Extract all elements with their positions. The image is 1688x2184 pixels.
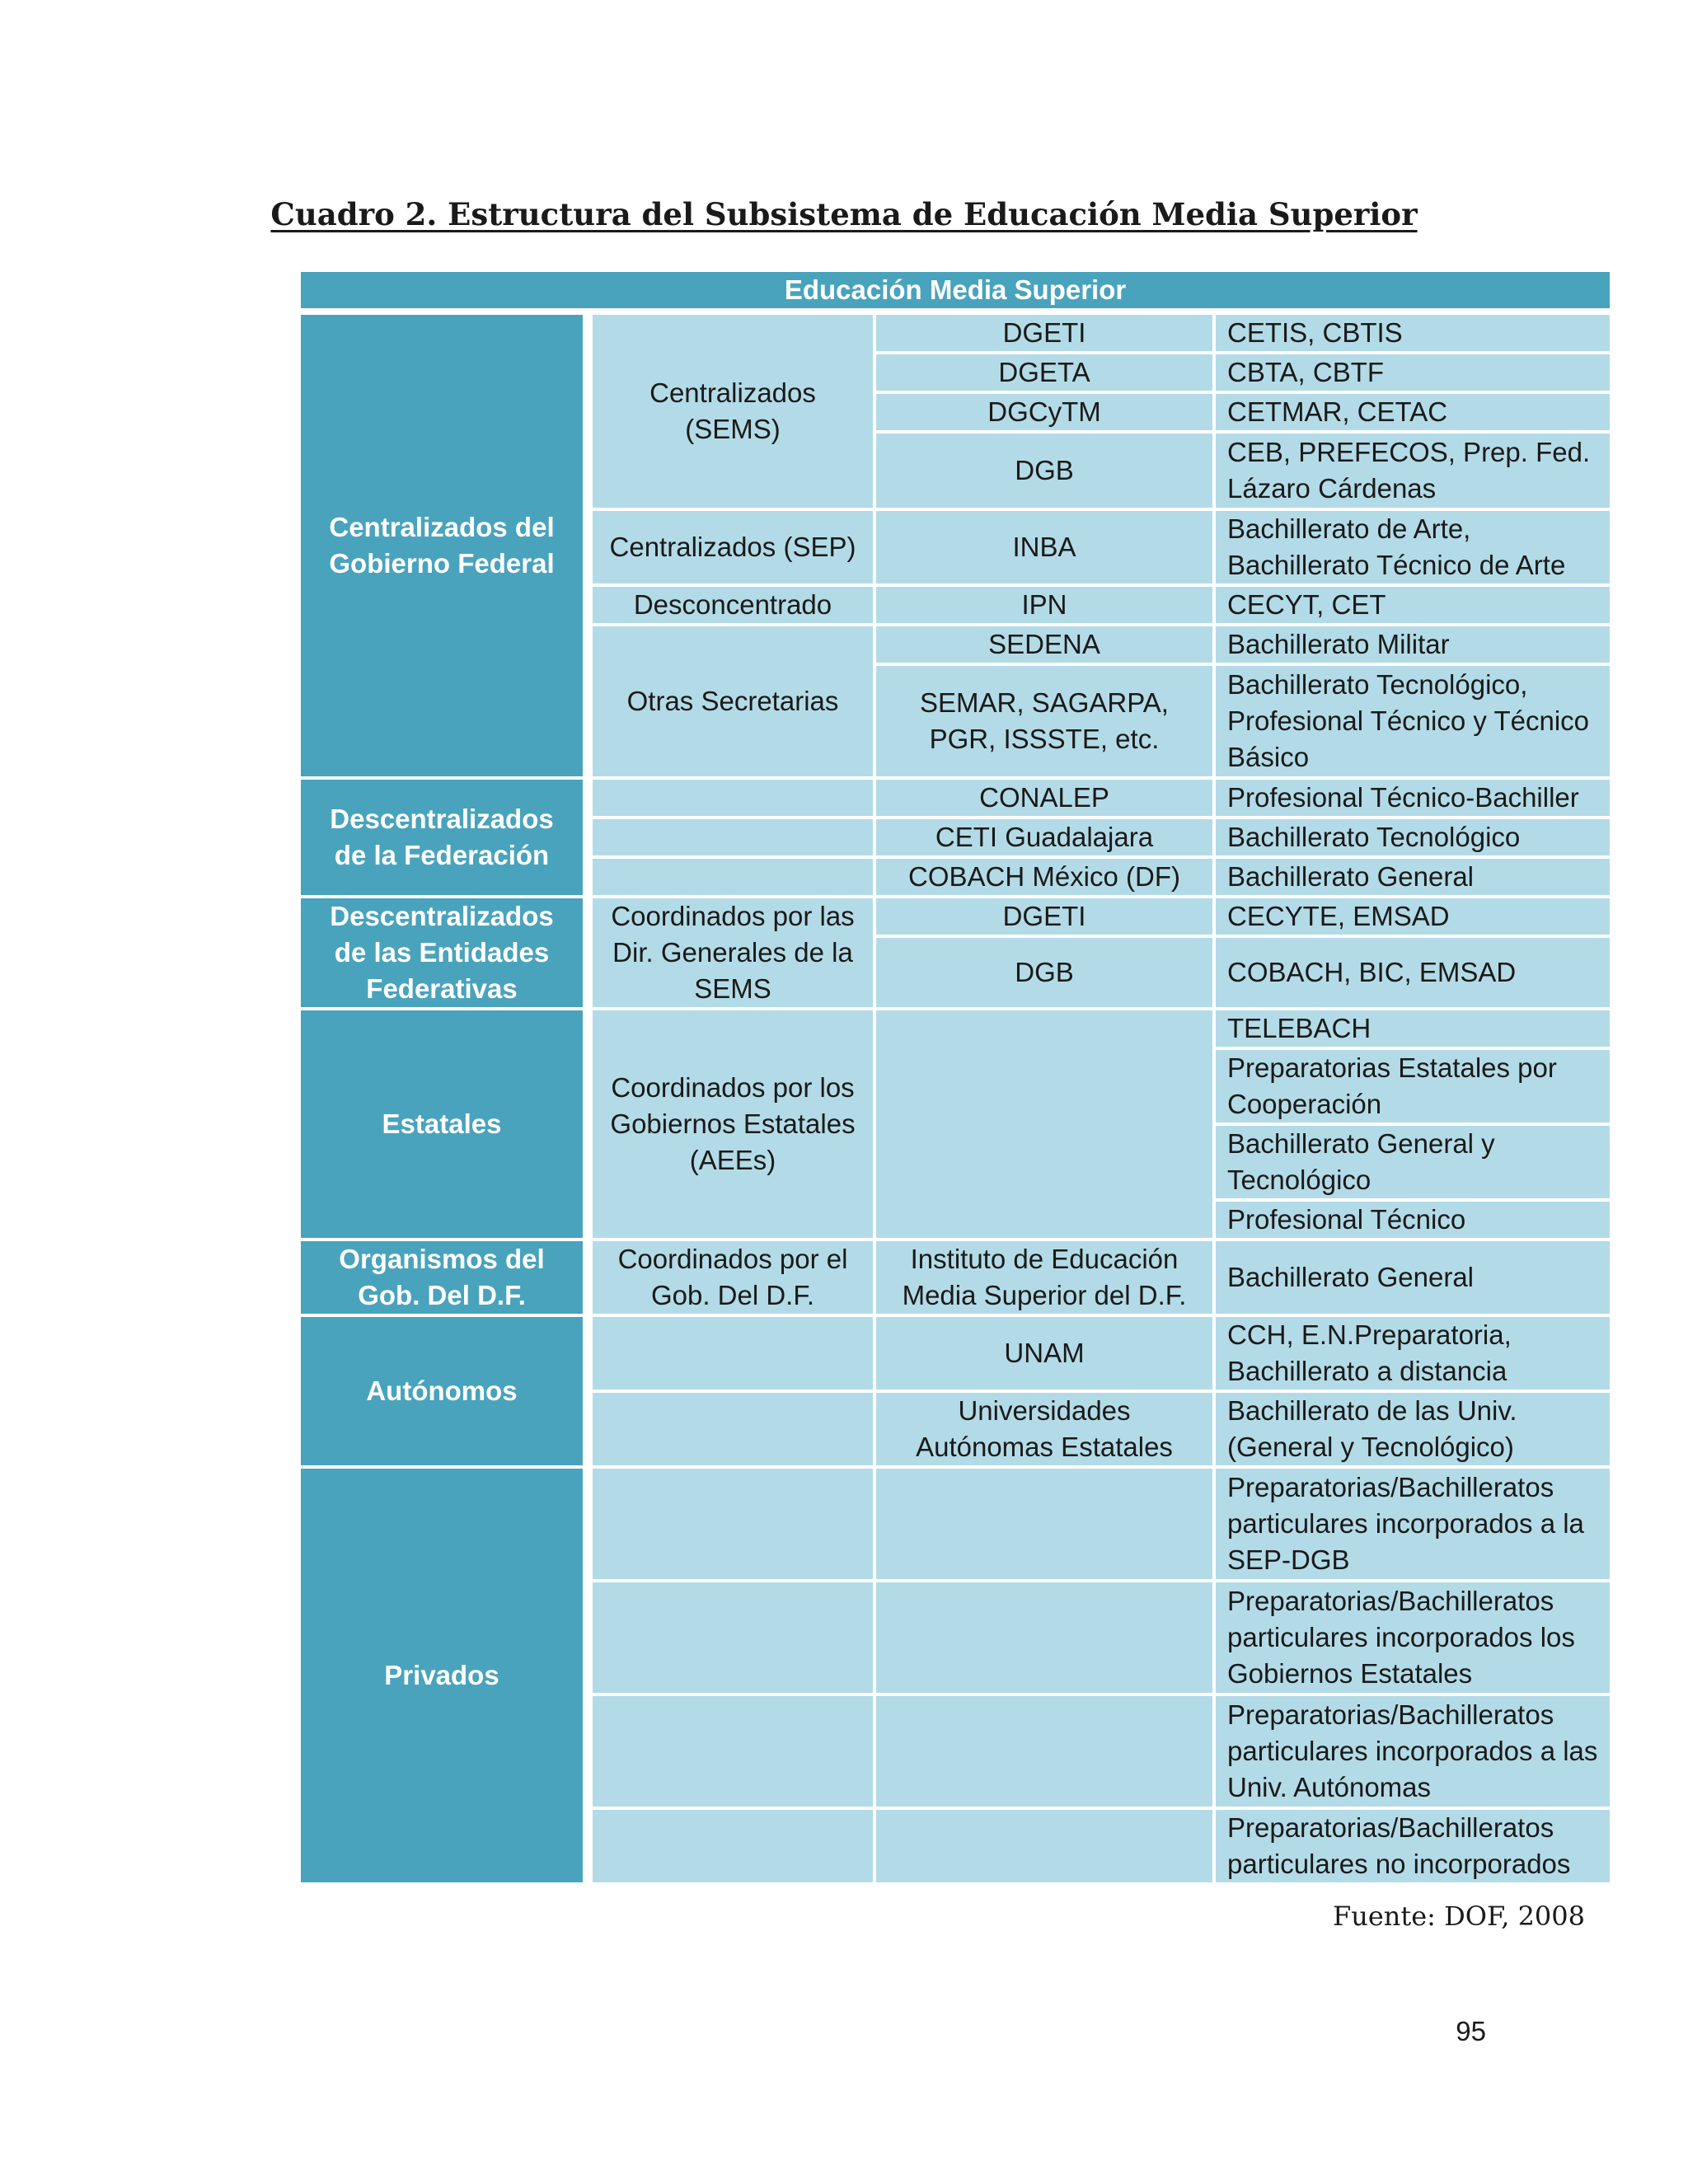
category-centralizados-federal: Centralizados del Gobierno Federal xyxy=(299,312,588,778)
cell-empty xyxy=(588,857,874,897)
cell-coord-dir-generales: Coordinados por las Dir. Generales de la SEMS xyxy=(588,897,874,1009)
cell-cetis: CETIS, CBTIS xyxy=(1214,312,1611,353)
cell-prof-tecnico: Profesional Técnico xyxy=(1214,1200,1611,1240)
cell-empty xyxy=(588,1581,874,1694)
cell-unam: UNAM xyxy=(874,1315,1214,1391)
page-number: 95 xyxy=(1456,2016,1486,2046)
cell-univ-autonomas: Universidades Autónomas Estatales xyxy=(874,1391,1214,1467)
cell-empty xyxy=(588,818,874,857)
cell-bach-militar: Bachillerato Militar xyxy=(1214,625,1611,664)
cell-ipn: IPN xyxy=(874,585,1214,625)
cell-cbta: CBTA, CBTF xyxy=(1214,353,1611,392)
cell-cecyte: CECYTE, EMSAD xyxy=(1214,897,1611,936)
cell-cecyt: CECYT, CET xyxy=(1214,585,1611,625)
cell-otras-secretarias: Otras Secretarias xyxy=(588,625,874,778)
cell-coord-gobiernos-estatales: Coordinados por los Gobiernos Estatales (AEEs) xyxy=(588,1009,874,1240)
category-privados: Privados xyxy=(299,1467,588,1884)
cell-cobach-mexico: COBACH México (DF) xyxy=(874,857,1214,897)
cell-bach-tecnologico-prof: Bachillerato Tecnológico, Profesional Técnico y Técnico Básico xyxy=(1214,664,1611,778)
cell-desconcentrado: Desconcentrado xyxy=(588,585,874,625)
cell-bach-arte: Bachillerato de Arte, Bachillerato Técnico de Arte xyxy=(1214,509,1611,585)
cell-semar: SEMAR, SAGARPA, PGR, ISSSTE, etc. xyxy=(874,664,1214,778)
category-estatales: Estatales xyxy=(299,1009,588,1240)
cell-empty xyxy=(588,1694,874,1808)
category-descentralizados-federacion: Descentralizados de la Federación xyxy=(299,778,588,897)
cell-dgcytm: DGCyTM xyxy=(874,392,1214,432)
cell-centralizados-sep: Centralizados (SEP) xyxy=(588,509,874,585)
cell-empty xyxy=(874,1808,1214,1884)
cell-priv-univ: Preparatorias/Bachilleratos particulares incorporados a las Univ. Autónomas xyxy=(1214,1694,1611,1808)
category-descentralizados-entidades: Descentralizados de las Entidades Federativas xyxy=(299,897,588,1009)
cell-bach-general-2: Bachillerato General xyxy=(1214,1240,1611,1315)
cell-priv-no: Preparatorias/Bachilleratos particulares no incorporados xyxy=(1214,1808,1611,1884)
cell-centralizados-sems: Centralizados (SEMS) xyxy=(588,312,874,509)
cell-empty xyxy=(588,778,874,818)
cell-prof-tecnico-bachiller: Profesional Técnico-Bachiller xyxy=(1214,778,1611,818)
cell-dgeta: DGETA xyxy=(874,353,1214,392)
source-note: Fuente: DOF, 2008 xyxy=(1333,1900,1585,1932)
cell-empty xyxy=(588,1467,874,1581)
cell-ceti: CETI Guadalajara xyxy=(874,818,1214,857)
cell-empty xyxy=(874,1694,1214,1808)
cell-empty xyxy=(588,1808,874,1884)
cell-coord-gob-df: Coordinados por el Gob. Del D.F. xyxy=(588,1240,874,1315)
cell-sedena: SEDENA xyxy=(874,625,1214,664)
cell-empty xyxy=(588,1391,874,1467)
cell-instituto-df: Instituto de Educación Media Superior del D.F. xyxy=(874,1240,1214,1315)
cell-bach-general: Bachillerato General xyxy=(1214,857,1611,897)
cell-empty xyxy=(874,1009,1214,1240)
cell-inba: INBA xyxy=(874,509,1214,585)
structure-table xyxy=(298,269,1613,1886)
cell-bach-tecnologico: Bachillerato Tecnológico xyxy=(1214,818,1611,857)
cell-empty xyxy=(588,1315,874,1391)
cell-dgeti: DGETI xyxy=(874,312,1214,353)
cell-conalep: CONALEP xyxy=(874,778,1214,818)
cell-empty xyxy=(874,1467,1214,1581)
cell-dgb: DGB xyxy=(874,432,1214,509)
cell-bach-univ: Bachillerato de las Univ. (General y Tecnológico) xyxy=(1214,1391,1611,1467)
cell-dgb-2: DGB xyxy=(874,936,1214,1009)
cell-priv-sep: Preparatorias/Bachilleratos particulares incorporados a la SEP-DGB xyxy=(1214,1467,1611,1581)
cell-cetmar: CETMAR, CETAC xyxy=(1214,392,1611,432)
cell-bach-general-tec: Bachillerato General y Tecnológico xyxy=(1214,1124,1611,1200)
cell-cch: CCH, E.N.Preparatoria, Bachillerato a distancia xyxy=(1214,1315,1611,1391)
cell-prep-estatales: Preparatorias Estatales por Cooperación xyxy=(1214,1048,1611,1124)
cell-priv-gob: Preparatorias/Bachilleratos particulares incorporados los Gobiernos Estatales xyxy=(1214,1581,1611,1694)
cell-dgeti-2: DGETI xyxy=(874,897,1214,936)
cell-empty xyxy=(874,1581,1214,1694)
table-header: Educación Media Superior xyxy=(299,270,1611,312)
cell-ceb: CEB, PREFECOS, Prep. Fed. Lázaro Cárdenas xyxy=(1214,432,1611,509)
table-title: Cuadro 2. Estructura del Subsistema de Educación Media Superior xyxy=(270,196,1418,232)
category-autonomos: Autónomos xyxy=(299,1315,588,1467)
category-organismos-df: Organismos del Gob. Del D.F. xyxy=(299,1240,588,1315)
cell-cobach-bic: COBACH, BIC, EMSAD xyxy=(1214,936,1611,1009)
cell-telebach: TELEBACH xyxy=(1214,1009,1611,1048)
